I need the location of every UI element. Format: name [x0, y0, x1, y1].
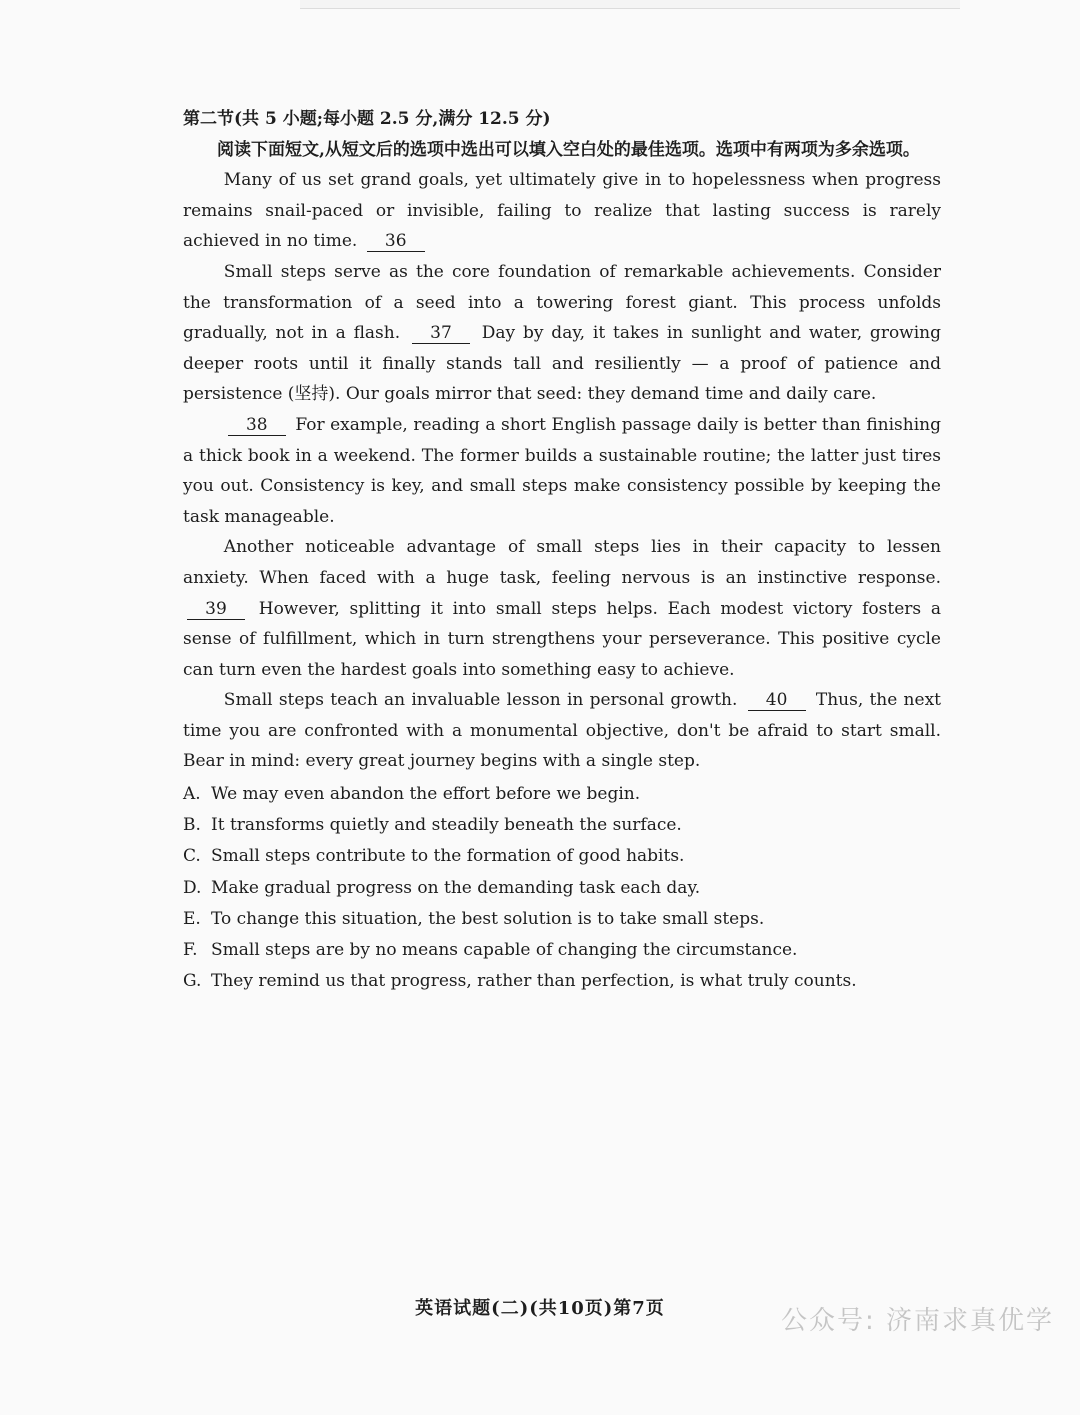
option-text: We may even abandon the effort before we begin. [211, 784, 641, 805]
paragraph-text: Small steps teach an invaluable lesson in personal growth. [223, 690, 738, 711]
option-b [183, 810, 941, 841]
passage-paragraph-5 [183, 685, 941, 777]
option-letter: F. [183, 940, 198, 961]
paragraph-text: For example, reading a short English passage daily is better than finishing a thick book in a weekend. The former builds a sustainable routine; the latter just tires you out. Consistency is key, and small steps make consistency possible by keeping the task manageable. [183, 414, 942, 527]
answer-options [183, 779, 941, 997]
blank-36: 36 [367, 231, 425, 252]
option-a [183, 779, 941, 810]
paragraph-text: However, splitting it into small steps helps. Each modest victory fosters a sense of fulfillment, which in turn strengthens your perseverance. This positive cycle can turn even the hardest goals into something easy to achieve. [183, 598, 941, 680]
option-letter: G. [183, 971, 202, 992]
option-letter: D. [183, 877, 202, 898]
option-f [183, 935, 941, 966]
section-title: 第二节(共 5 小题;每小题 2.5 分,满分 12.5 分) [183, 109, 551, 129]
section-instruction: 阅读下面短文,从短文后的选项中选出可以填入空白处的最佳选项。选项中有两项为多余选项。 [217, 139, 920, 160]
paragraph-text: Many of us set grand goals, yet ultimately give in to hopelessness when progress remains snail-paced or invisible, failing to realize that lasting success is rarely achieved in no time. [183, 170, 941, 252]
option-letter: A. [183, 784, 201, 805]
paragraph-text: Another noticeable advantage of small steps lies in their capacity to lessen anxiety. When faced with a huge task, feeling nervous is an instinctive response. [183, 537, 941, 588]
page-footer: 英语试题(二)(共10页)第7页 [415, 1298, 665, 1319]
passage-paragraph-2 [183, 257, 941, 410]
option-e [183, 904, 941, 935]
option-letter: E. [183, 908, 201, 929]
passage-paragraph-3 [183, 410, 941, 532]
blank-38: 38 [228, 415, 286, 436]
blank-39: 39 [187, 599, 245, 620]
paragraph-text: Day by day, it takes in sunlight and water, growing deeper roots until it finally stands tall and resiliently — a proof of patience and persistence (坚持). Our goals mirror that seed: they demand time and daily care. [183, 323, 941, 405]
option-letter: B. [183, 815, 201, 836]
option-text: Small steps contribute to the formation of good habits. [211, 846, 685, 867]
passage-paragraph-4 [183, 532, 941, 685]
watermark: 公众号: 济南求真优学 [780, 1306, 1054, 1336]
option-text: They remind us that progress, rather than perfection, is what truly counts. [211, 971, 857, 992]
paragraph-text: Small steps serve as the core foundation of remarkable achievements. Consider the transformation of a seed into a towering forest giant. This process unfolds gradually, not in a flash. [183, 261, 941, 344]
option-text: It transforms quietly and steadily beneath the surface. [211, 815, 682, 836]
option-g [183, 966, 941, 997]
blank-37: 37 [412, 323, 470, 344]
scan-page-edge [300, 0, 960, 9]
option-text: To change this situation, the best solution is to take small steps. [211, 908, 765, 929]
blank-40: 40 [748, 690, 806, 711]
option-c [183, 841, 941, 872]
passage-paragraph-1 [183, 165, 941, 257]
option-text: Make gradual progress on the demanding task each day. [211, 877, 701, 898]
paragraph-text: Thus, the next time you are confronted with a monumental objective, don't be afraid to start small. Bear in mind: every great journey begins with a single step. [183, 690, 941, 772]
option-d [183, 873, 941, 904]
option-letter: C. [183, 846, 201, 867]
exam-page [183, 104, 941, 997]
option-text: Small steps are by no means capable of changing the circumstance. [211, 940, 798, 961]
